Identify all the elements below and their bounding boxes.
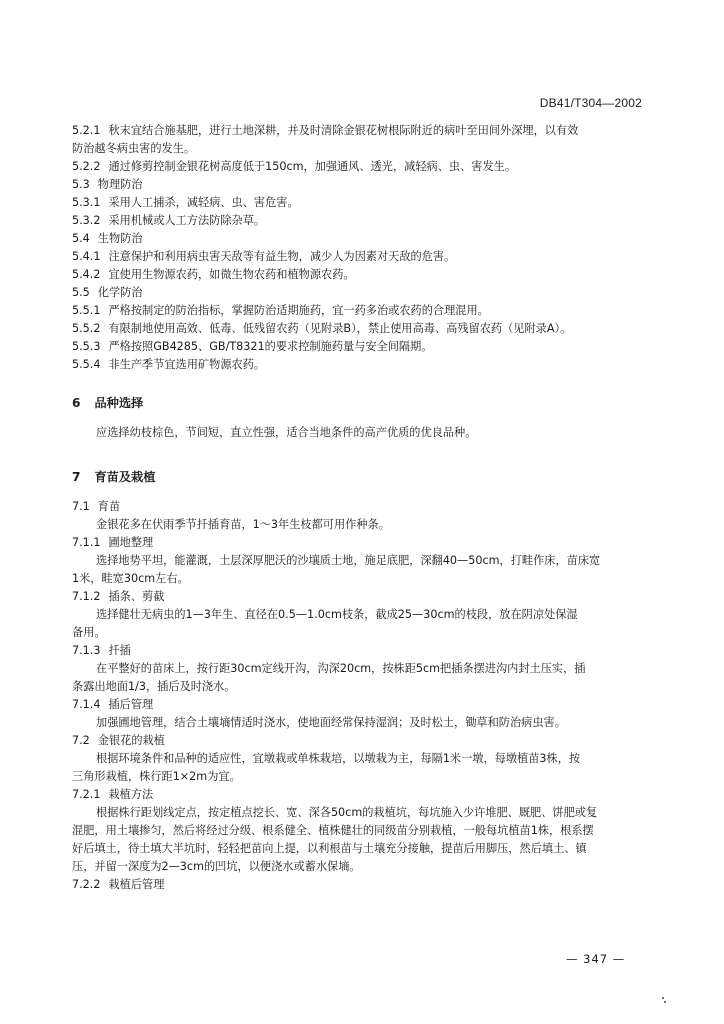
- clause-5-3-2: [72, 212, 642, 230]
- clause-number: 5.4.2: [72, 268, 101, 281]
- heading-text: 圃地整理: [108, 536, 154, 549]
- spacer: [72, 414, 642, 424]
- clause-5-5-4: [72, 356, 642, 374]
- standard-code-header: DB41/T304—2002: [539, 96, 642, 110]
- clause-number: 5.5.1: [72, 304, 101, 317]
- spacer: [72, 488, 642, 498]
- clause-text: 通过修剪控制金银花树高度低于150cm，加强通风、透光，减轻病、虫、害发生。: [108, 160, 517, 173]
- paragraph-7-1: 金银花多在伏雨季节扦插育苗，1～3年生枝都可用作种条。: [96, 518, 390, 531]
- clause-text: 宜使用生物源农药，如微生物农药和植物源农药。: [108, 268, 355, 281]
- clause-text: 采用机械或人工方法防除杂草。: [108, 214, 266, 227]
- clause-number: 5.5.4: [72, 358, 101, 371]
- clause-5-5-2: [72, 320, 642, 338]
- section-number: 7: [72, 470, 81, 484]
- clause-text: 严格按制定的防治指标，掌握防治适期施药，宜一药多治或农药的合理混用。: [108, 304, 489, 317]
- scan-speck: [662, 997, 664, 999]
- section-6-paragraph: 应选择幼枝棕色，节间短，直立性强，适合当地条件的高产优质的优良品种。: [96, 426, 477, 439]
- paragraph-7-2-1-line-4: 压，并留一深度为2—3cm的凹坑，以便浇水或蓄水保墒。: [72, 860, 361, 873]
- heading-7-1-4: [72, 696, 642, 714]
- heading-number: 5.5: [72, 286, 90, 299]
- heading-number: 7.2.1: [72, 788, 101, 801]
- page-number: — 347 —: [566, 952, 626, 966]
- heading-7-2-2: [72, 876, 642, 894]
- heading-text: 物理防治: [97, 178, 143, 191]
- heading-5-3: [72, 176, 642, 194]
- paragraph-7-2: 根据环境条件和品种的适应性，宜墩栽或单株栽培，以墩栽为主，每隔1米一墩，每墩植苗3株，按: [96, 752, 581, 765]
- heading-7-1-1: [72, 534, 642, 552]
- heading-5-4: [72, 230, 642, 248]
- heading-text: 生物防治: [97, 232, 143, 245]
- heading-7-2: [72, 732, 642, 750]
- heading-text: 插后管理: [108, 698, 154, 711]
- clause-number: 5.5.2: [72, 322, 101, 335]
- section-title: 品种选择: [94, 396, 144, 410]
- clause-text: 采用人工捕杀，减轻病、虫、害危害。: [108, 196, 299, 209]
- paragraph-7-1-4: 加强圃地管理，结合土壤墒情适时浇水，使地面经常保持湿润；及时松土，锄草和防治病虫害。: [96, 716, 566, 729]
- clause-number: 5.3.2: [72, 214, 101, 227]
- paragraph-7-1-3: 在平整好的苗床上，按行距30cm定线开沟，沟深20cm，按株距5cm把插条摆进沟内封土压实，插: [96, 662, 586, 675]
- clause-text: 严格按照GB4285、GB/T8321的要求控制施药量与安全间隔期。: [108, 340, 433, 353]
- heading-text: 育苗: [97, 500, 121, 513]
- clause-number: 5.4.1: [72, 250, 101, 263]
- paragraph-7-2-1-line-1: 根据株行距划线定点，按定植点挖长、宽、深各50cm的栽植坑，每坑施入少许堆肥、厩肥、饼肥或复: [96, 806, 598, 819]
- paragraph-7-2-1-line-3: 好后填土，待土填大半坑时，轻轻把苗向上提，以利根苗与土壤充分接触，提苗后用脚压，然后填土、镇: [72, 842, 587, 855]
- paragraph-7-1-1-continued: 1米，畦宽30cm左右。: [72, 572, 189, 585]
- heading-number: 7.1.2: [72, 590, 101, 603]
- paragraph-7-1-1: 选择地势平坦，能灌溉，土层深厚肥沃的沙壤质土地，施足底肥，深翻40—50cm，打畦作床，苗床宽: [96, 554, 601, 567]
- clause-5-4-2: [72, 266, 642, 284]
- clause-number: 5.2.1: [72, 124, 101, 137]
- clause-number: 5.2.2: [72, 160, 101, 173]
- heading-text: 化学防治: [97, 286, 143, 299]
- section-number: 6: [72, 396, 81, 410]
- clause-number: 5.3.1: [72, 196, 101, 209]
- paragraph-7-1-2: 选择健壮无病虫的1—3年生、直径在0.5—1.0cm枝条，截成25—30cm的枝段，放在阴凉处保湿: [96, 608, 578, 621]
- heading-number: 7.2: [72, 734, 90, 747]
- document-body: [72, 122, 642, 894]
- paragraph-7-2-continued: 三角形栽植，株行距1×2m为宜。: [72, 770, 241, 783]
- heading-number: 7.1: [72, 500, 90, 513]
- heading-text: 扦插: [108, 644, 131, 657]
- paragraph-7-1-2-continued: 备用。: [72, 626, 106, 639]
- heading-7-1-3: [72, 642, 642, 660]
- heading-7-1: [72, 498, 642, 516]
- heading-number: 7.1.3: [72, 644, 101, 657]
- heading-number: 7.2.2: [72, 878, 101, 891]
- section-7-heading: [72, 466, 642, 488]
- heading-7-2-1: [72, 786, 642, 804]
- clause-5-3-1: [72, 194, 642, 212]
- clause-text: 有限制地使用高效、低毒、低残留农药（见附录B），禁止使用高毒、高残留农药（见附录A）。: [108, 322, 572, 335]
- section-title: 育苗及栽植: [94, 470, 156, 484]
- scan-speck: [664, 1001, 666, 1003]
- spacer: [72, 374, 642, 392]
- clause-5-2-2: [72, 158, 642, 176]
- heading-text: 栽植后管理: [108, 878, 165, 891]
- heading-number: 5.3: [72, 178, 90, 191]
- heading-text: 插条、剪截: [108, 590, 165, 603]
- heading-number: 7.1.1: [72, 536, 101, 549]
- heading-7-1-2: [72, 588, 642, 606]
- section-6-heading: [72, 392, 642, 414]
- heading-5-5: [72, 284, 642, 302]
- heading-number: 5.4: [72, 232, 90, 245]
- clause-text: 秋末宜结合施基肥，进行土地深耕，并及时清除金银花树根际附近的病叶至田间外深埋，以有效: [108, 124, 579, 137]
- spacer: [72, 442, 642, 466]
- clause-text: 注意保护和利用病虫害天敌等有益生物，减少人为因素对天敌的危害。: [108, 250, 456, 263]
- heading-text: 栽植方法: [108, 788, 154, 801]
- paragraph-7-2-1-line-2: 混肥，用土壤掺匀，然后将经过分级、根系健全、植株健壮的同级苗分别栽植，一般每坑植苗1株，根系摆: [72, 824, 594, 837]
- clause-5-5-3: [72, 338, 642, 356]
- clause-number: 5.5.3: [72, 340, 101, 353]
- heading-number: 7.1.4: [72, 698, 101, 711]
- clause-5-4-1: [72, 248, 642, 266]
- paragraph-7-1-3-continued: 条露出地面1/3，插后及时浇水。: [72, 680, 236, 693]
- clause-5-2-1-continued: 防治越冬病虫害的发生。: [72, 142, 196, 155]
- clause-text: 非生产季节宜选用矿物源农药。: [108, 358, 266, 371]
- clause-5-2-1: [72, 122, 642, 140]
- clause-5-5-1: [72, 302, 642, 320]
- heading-text: 金银花的栽植: [97, 734, 165, 747]
